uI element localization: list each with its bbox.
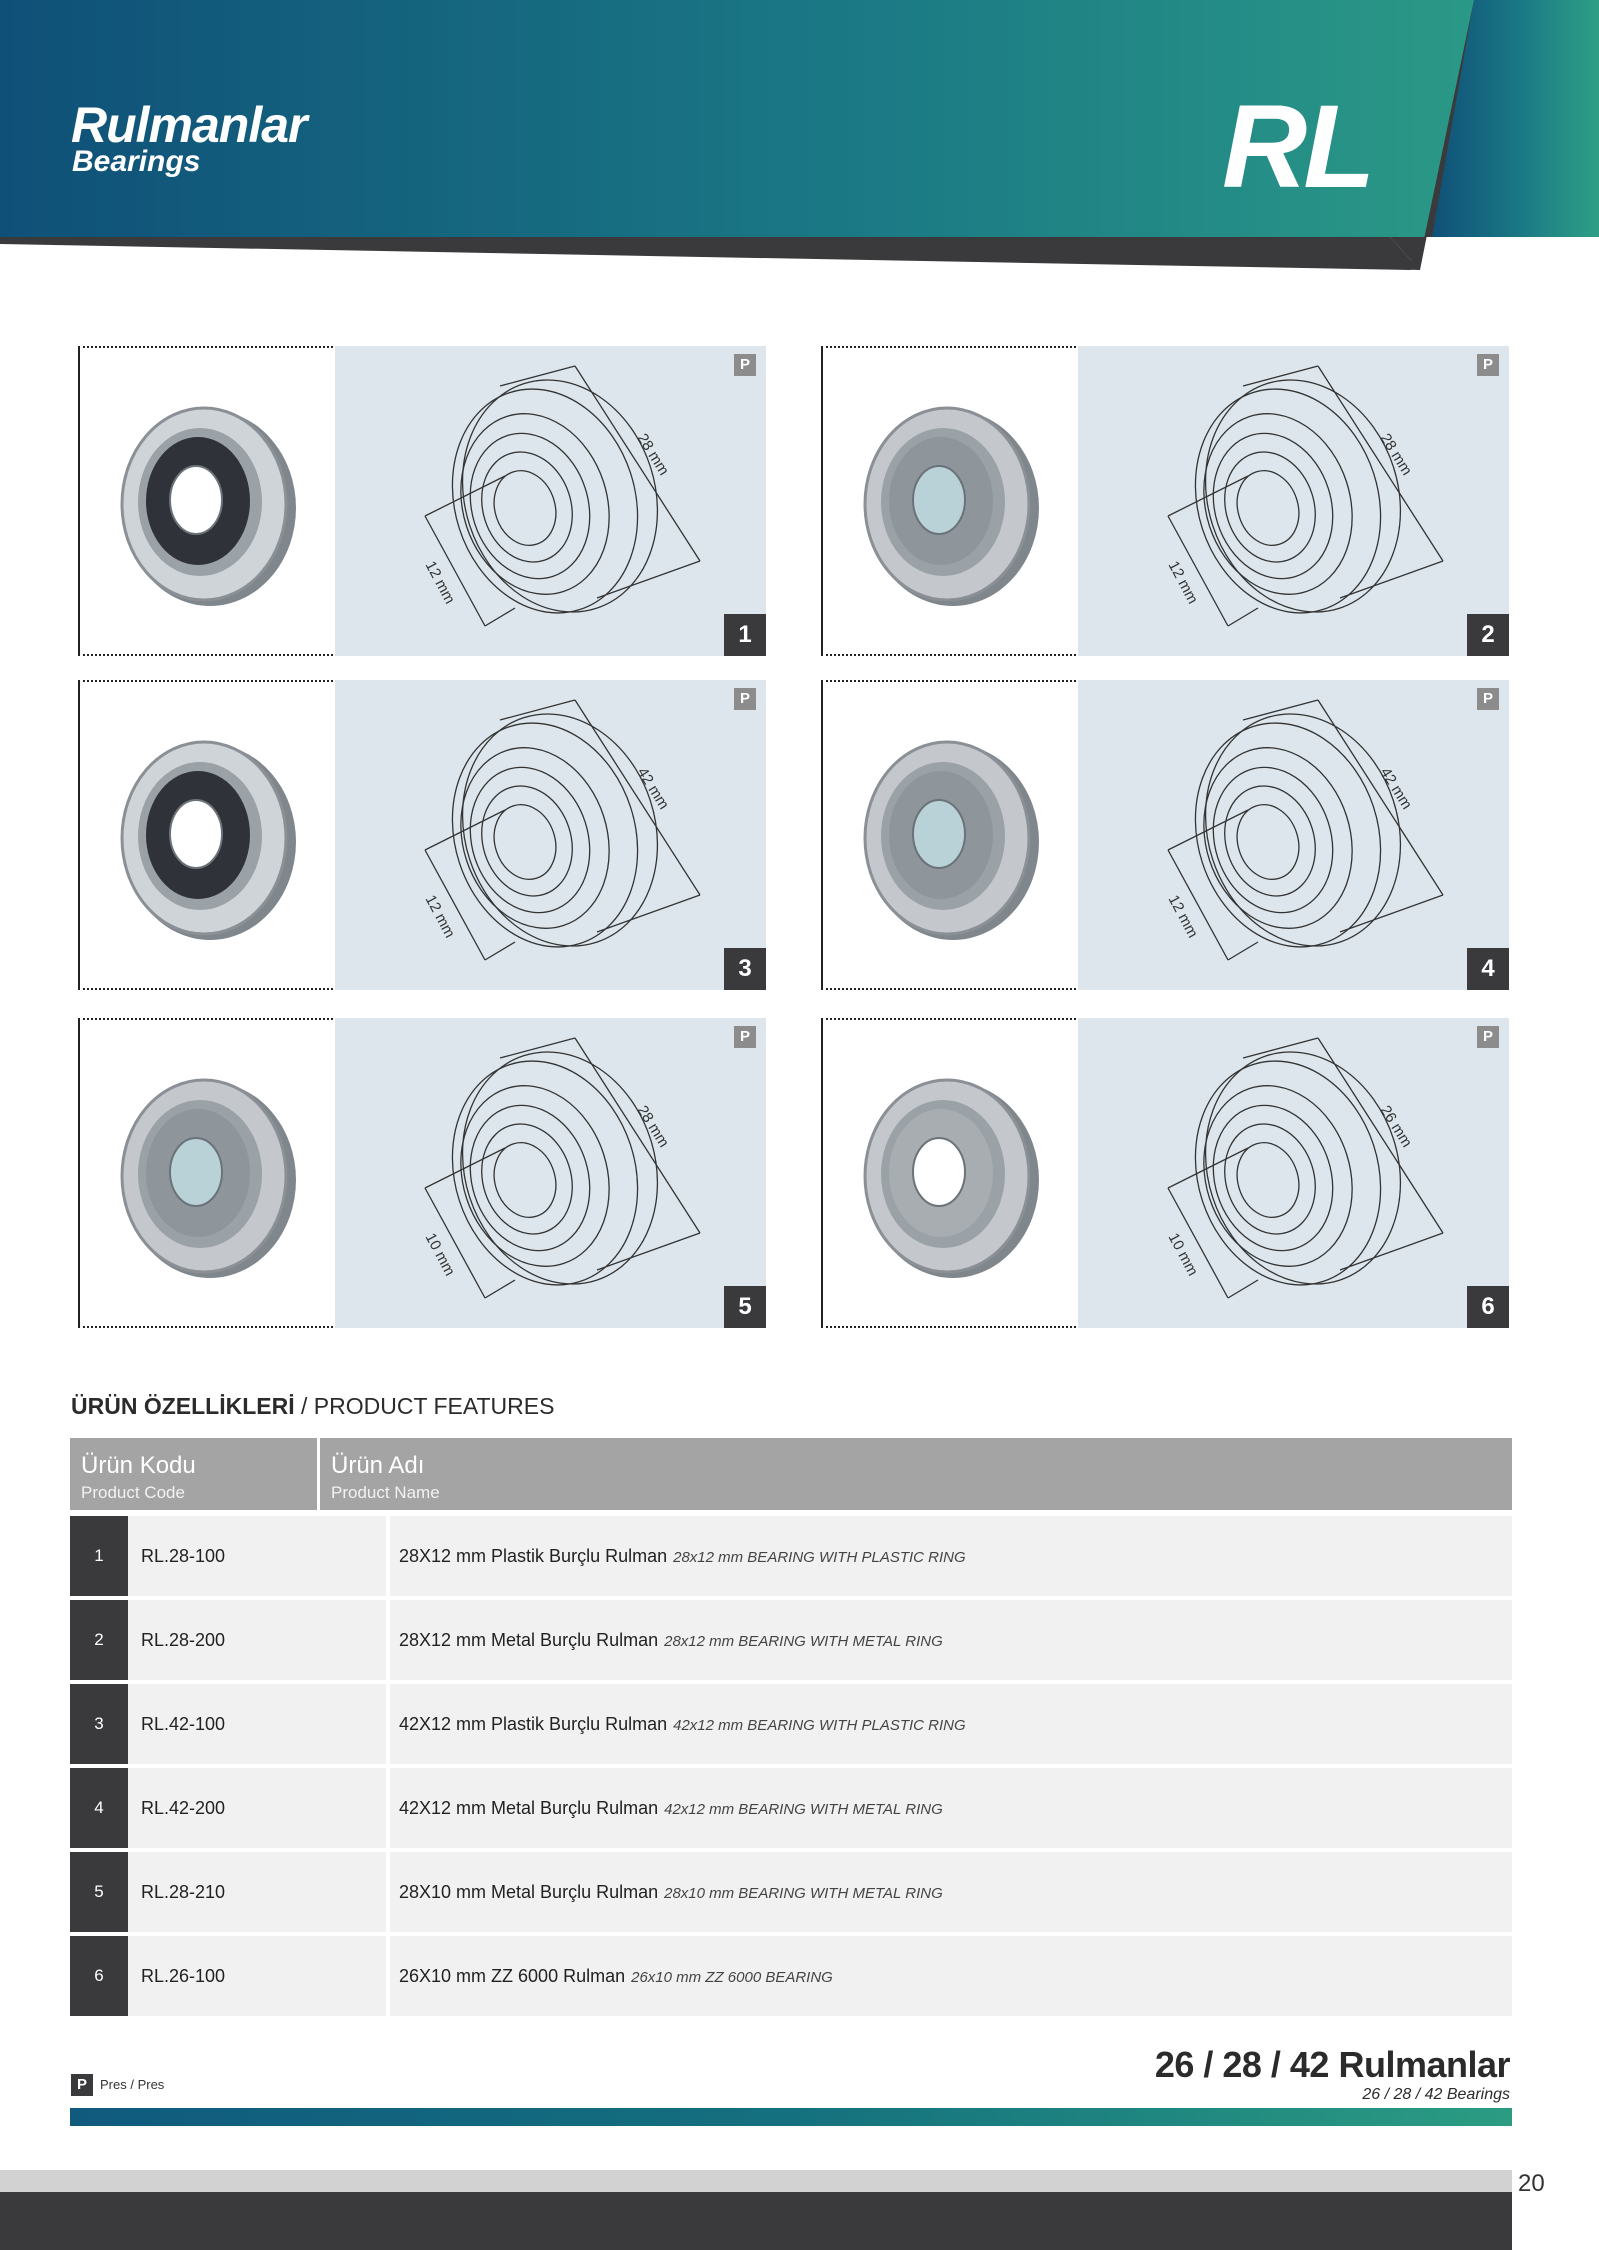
row-product-name: 28X12 mm Plastik Burçlu Rulman 28x12 mm BEARING WITH PLASTIC RING bbox=[390, 1516, 1512, 1596]
press-badge: P bbox=[734, 688, 756, 710]
features-title-tr: ÜRÜN ÖZELLİKLERİ bbox=[71, 1393, 295, 1419]
footer-dark-band bbox=[0, 2192, 1512, 2250]
table-row bbox=[70, 1600, 1512, 1680]
product-number-badge: 6 bbox=[1467, 1286, 1509, 1328]
table-row bbox=[70, 1852, 1512, 1932]
dimension-inner-label: 10 mm bbox=[1164, 1230, 1202, 1279]
legend-press-text: Pres / Pres bbox=[100, 2077, 165, 2092]
row-product-name-en: 42x12 mm BEARING WITH PLASTIC RING bbox=[673, 1717, 966, 1734]
row-number: 1 bbox=[70, 1516, 128, 1596]
table-row bbox=[70, 1516, 1512, 1596]
dimension-inner-label: 12 mm bbox=[1164, 558, 1202, 607]
col-name-en: Product Name bbox=[331, 1483, 440, 1502]
dimension-outer-label: 28 mm bbox=[633, 1102, 673, 1151]
table-row bbox=[70, 1684, 1512, 1764]
dimension-inner-label: 12 mm bbox=[421, 558, 459, 607]
legend-press-badge: P bbox=[71, 2074, 93, 2096]
row-number: 4 bbox=[70, 1768, 128, 1848]
press-badge: P bbox=[1477, 1026, 1499, 1048]
row-product-name: 26X10 mm ZZ 6000 Rulman 26x10 mm ZZ 6000 BEARING bbox=[390, 1936, 1512, 2016]
dimension-outer-label: 28 mm bbox=[633, 430, 673, 479]
row-product-name: 28X12 mm Metal Burçlu Rulman 28x12 mm BEARING WITH METAL RING bbox=[390, 1600, 1512, 1680]
dimension-inner-label: 12 mm bbox=[1164, 892, 1202, 941]
row-product-code: RL.28-200 bbox=[128, 1600, 386, 1680]
press-badge: P bbox=[1477, 354, 1499, 376]
dimension-outer-label: 26 mm bbox=[1376, 1102, 1416, 1151]
table-row bbox=[70, 1936, 1512, 2016]
press-badge: P bbox=[734, 1026, 756, 1048]
product-number-badge: 5 bbox=[724, 1286, 766, 1328]
dimension-inner-label: 12 mm bbox=[421, 892, 459, 941]
col-code-en: Product Code bbox=[81, 1483, 185, 1502]
dimension-inner-label: 10 mm bbox=[421, 1230, 459, 1279]
page-number: 20 bbox=[1518, 2170, 1545, 2197]
bearing-technical-drawing bbox=[1078, 346, 1509, 656]
dimension-outer-label: 42 mm bbox=[1376, 764, 1416, 813]
bearing-technical-drawing bbox=[335, 680, 766, 990]
row-product-name-en: 26x10 mm ZZ 6000 BEARING bbox=[631, 1969, 833, 1986]
product-number-badge: 2 bbox=[1467, 614, 1509, 656]
row-product-name-en: 28x10 mm BEARING WITH METAL RING bbox=[664, 1885, 943, 1902]
product-card bbox=[78, 346, 766, 656]
footer-title: 26 / 28 / 42 Rulmanlar bbox=[1154, 2044, 1510, 2085]
table-row bbox=[70, 1768, 1512, 1848]
col-name-tr: Ürün Adı bbox=[331, 1452, 425, 1479]
footer-grey-band bbox=[0, 2170, 1512, 2192]
press-badge: P bbox=[734, 354, 756, 376]
footer-gradient-bar bbox=[70, 2108, 1512, 2126]
header-title: Rulmanlar bbox=[71, 97, 307, 153]
row-product-name-en: 42x12 mm BEARING WITH METAL RING bbox=[664, 1801, 943, 1818]
row-product-code: RL.26-100 bbox=[128, 1936, 386, 2016]
row-number: 3 bbox=[70, 1684, 128, 1764]
row-number: 2 bbox=[70, 1600, 128, 1680]
row-product-name-en: 28x12 mm BEARING WITH METAL RING bbox=[664, 1633, 943, 1650]
features-heading bbox=[71, 1393, 554, 1420]
row-number: 5 bbox=[70, 1852, 128, 1932]
product-card bbox=[78, 680, 766, 990]
bearing-technical-drawing bbox=[335, 1018, 766, 1328]
product-card bbox=[78, 1018, 766, 1328]
row-product-name: 42X12 mm Metal Burçlu Rulman 42x12 mm BEARING WITH METAL RING bbox=[390, 1768, 1512, 1848]
row-product-name-en: 28x12 mm BEARING WITH PLASTIC RING bbox=[673, 1549, 966, 1566]
row-product-name: 28X10 mm Metal Burçlu Rulman 28x10 mm BEARING WITH METAL RING bbox=[390, 1852, 1512, 1932]
bearing-photo bbox=[78, 1018, 333, 1328]
table-header-name bbox=[320, 1438, 1512, 1510]
row-product-code: RL.28-210 bbox=[128, 1852, 386, 1932]
bearing-technical-drawing bbox=[1078, 1018, 1509, 1328]
footer-subtitle: 26 / 28 / 42 Bearings bbox=[1362, 2086, 1510, 2103]
table-header-code bbox=[70, 1438, 317, 1510]
bearing-photo bbox=[821, 680, 1076, 990]
dimension-outer-label: 42 mm bbox=[633, 764, 673, 813]
features-separator: / bbox=[294, 1393, 314, 1419]
bearing-photo bbox=[78, 680, 333, 990]
dimension-outer-label: 28 mm bbox=[1376, 430, 1416, 479]
row-product-code: RL.28-100 bbox=[128, 1516, 386, 1596]
bearing-photo bbox=[78, 346, 333, 656]
product-card bbox=[821, 680, 1509, 990]
bearing-technical-drawing bbox=[1078, 680, 1509, 990]
col-code-tr: Ürün Kodu bbox=[81, 1452, 196, 1479]
product-card bbox=[821, 1018, 1509, 1328]
product-number-badge: 4 bbox=[1467, 948, 1509, 990]
bearing-photo bbox=[821, 1018, 1076, 1328]
product-number-badge: 3 bbox=[724, 948, 766, 990]
features-title-en: PRODUCT FEATURES bbox=[313, 1393, 555, 1419]
press-badge: P bbox=[1477, 688, 1499, 710]
product-card bbox=[821, 346, 1509, 656]
product-number-badge: 1 bbox=[724, 614, 766, 656]
row-product-name: 42X12 mm Plastik Burçlu Rulman 42x12 mm BEARING WITH PLASTIC RING bbox=[390, 1684, 1512, 1764]
row-product-code: RL.42-100 bbox=[128, 1684, 386, 1764]
header-subtitle: Bearings bbox=[72, 145, 201, 178]
header-code: RL bbox=[1222, 81, 1372, 213]
bearing-technical-drawing bbox=[335, 346, 766, 656]
row-product-code: RL.42-200 bbox=[128, 1768, 386, 1848]
row-number: 6 bbox=[70, 1936, 128, 2016]
bearing-photo bbox=[821, 346, 1076, 656]
